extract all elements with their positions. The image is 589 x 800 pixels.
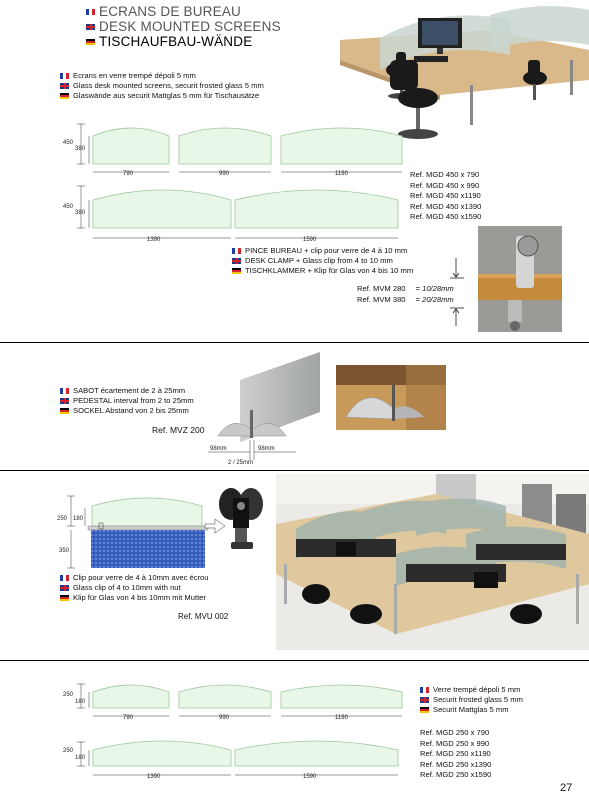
ref-item: Ref. MGD 250 x1590 xyxy=(420,770,492,779)
dim-w1390: 1390 xyxy=(147,237,161,243)
pedestal-ref: Ref. MVZ 200 xyxy=(152,425,205,435)
dim-w1190: 1190 xyxy=(335,715,348,721)
flag-de-icon xyxy=(232,268,241,274)
screens-450-drawing xyxy=(55,118,415,248)
clamp-fr: PINCE BUREAU + clip pour verre de 4 à 10 mm xyxy=(232,246,413,256)
title-uk: DESK MOUNTED SCREENS xyxy=(86,19,281,34)
section3-description xyxy=(60,573,209,604)
ref-item: Ref. MGD 450 x1190 xyxy=(410,191,481,200)
clamp-description xyxy=(232,246,413,277)
dim-h450-a: 450 xyxy=(63,140,74,146)
section-divider xyxy=(0,342,589,343)
flag-de-icon xyxy=(60,93,69,99)
desc-de: Glaswände aus securit Mattglas 5 mm für Tischausätze xyxy=(60,91,264,101)
desc-uk: Glass desk mounted screens, securit frosted glass 5 mm xyxy=(60,81,264,91)
clamp-ref-row: Ref. MVM 280 = 10/28mm xyxy=(357,284,454,293)
section-divider xyxy=(0,660,589,661)
flag-uk-icon xyxy=(86,24,95,30)
dim-w790: 790 xyxy=(123,171,134,177)
ref-item: Ref. MGD 450 x1390 xyxy=(410,201,482,211)
dim-h180: 180 xyxy=(73,516,84,522)
frosted-fr: Verre trempé dépoli 5 mm xyxy=(420,685,523,695)
ref-item: Ref. MGD 450 x1590 xyxy=(410,212,482,221)
screen-1190 xyxy=(281,128,402,164)
flag-fr-icon xyxy=(86,9,95,15)
screen-1390 xyxy=(93,741,231,766)
glass-clip-photo xyxy=(215,484,273,554)
flag-uk-icon xyxy=(420,697,429,703)
pedestal-uk: PEDESTAL interval from 2 to 25mm xyxy=(60,396,194,406)
ref-item: Ref. MGD 250 x 990 xyxy=(420,738,490,748)
screen-1590 xyxy=(235,190,398,228)
flag-fr-icon xyxy=(420,687,429,693)
screen-790 xyxy=(93,685,169,708)
desc-fr: Ecrans en verre trempé dépoli 5 mm xyxy=(60,71,264,81)
dim-w990: 990 xyxy=(219,171,230,177)
section4-description xyxy=(420,685,523,716)
clip-fr: Clip pour verre de 4 à 10mm avec écrou xyxy=(60,573,209,583)
screens-250-drawing xyxy=(55,676,415,786)
flag-fr-icon xyxy=(60,73,69,79)
screen-1390 xyxy=(93,190,231,228)
flag-de-icon xyxy=(420,707,429,713)
ref-item: Ref. MGD 450 x 990 xyxy=(410,180,480,190)
section1-refs xyxy=(410,170,481,223)
screen-990 xyxy=(179,128,271,164)
ref-item: Ref. MGD 250 x1190 xyxy=(420,749,491,758)
frosted-de: Securit Mattglas 5 mm xyxy=(420,705,523,715)
flag-fr-icon xyxy=(60,575,69,581)
dim-gap: 2 / 25mm xyxy=(228,460,254,466)
dim-h180-b: 180 xyxy=(75,755,86,761)
screen-1590 xyxy=(235,741,398,766)
clip-uk: Glass clip of 4 to 10mm with nut xyxy=(60,583,209,593)
dim-h380-b: 380 xyxy=(75,210,86,216)
flag-fr-icon xyxy=(60,388,69,394)
screen-790 xyxy=(93,128,169,164)
flag-de-icon xyxy=(60,595,69,601)
flag-uk-icon xyxy=(60,585,69,591)
flag-uk-icon xyxy=(60,83,69,89)
clamp-uk: DESK CLAMP + Glass clip from 4 to 10 mm xyxy=(232,256,413,266)
dim-h250-a: 250 xyxy=(63,692,74,698)
dim-h250-b: 250 xyxy=(63,748,74,754)
pedestal-photo xyxy=(336,365,446,430)
clip-ref: Ref. MVU 002 xyxy=(178,612,229,621)
pedestal-fr: SABOT écartement de 2 à 25mm xyxy=(60,386,194,396)
screen-1190 xyxy=(281,685,402,708)
dim-w790: 790 xyxy=(123,715,134,721)
dim-h450-b: 450 xyxy=(63,204,74,210)
ref-item: Ref. MGD 250 x 790 xyxy=(420,728,490,737)
clip-de: Klip für Glas von 4 bis 10mm mit Mutter xyxy=(60,593,209,603)
pedestal-de: SOCKEL Abstand von 2 bis 25mm xyxy=(60,406,194,416)
screen-990 xyxy=(179,685,271,708)
section4-refs xyxy=(420,728,491,781)
clamp-de: TISCHKLAMMER + Klip für Glas von 4 bis 10 mm xyxy=(232,266,413,276)
office-workstations-photo xyxy=(276,474,589,650)
clamp-ref-row: Ref. MVM 380 = 20/28mm xyxy=(357,294,454,304)
title-fr: ECRANS DE BUREAU xyxy=(86,4,281,19)
page-number: 27 xyxy=(560,782,573,794)
desk-clamp-photo xyxy=(478,226,562,332)
ref-item: Ref. MGD 450 x 790 xyxy=(410,170,480,179)
flag-uk-icon xyxy=(60,398,69,404)
dim-w1190: 1190 xyxy=(335,171,348,177)
ref-item: Ref. MGD 250 x1390 xyxy=(420,759,492,769)
section1-description xyxy=(60,71,264,102)
dim-w1390: 1390 xyxy=(147,774,161,780)
header-titles xyxy=(86,4,281,49)
dim-h380-a: 380 xyxy=(75,146,86,152)
title-de: TISCHAUFBAU-WÄNDE xyxy=(86,34,281,49)
clamp-refs xyxy=(357,284,454,305)
flag-fr-icon xyxy=(232,248,241,254)
dim-98-left: 98mm xyxy=(210,446,227,452)
section2-description xyxy=(60,386,194,417)
frosted-uk: Securit frosted glass 5 mm xyxy=(420,695,523,705)
dim-h250: 250 xyxy=(57,516,68,522)
dim-w990: 990 xyxy=(219,715,230,721)
flag-uk-icon xyxy=(232,258,241,264)
dim-w1590: 1590 xyxy=(303,774,317,780)
flag-de-icon xyxy=(60,408,69,414)
dim-h350: 350 xyxy=(59,548,70,554)
dim-h180-a: 180 xyxy=(75,699,86,705)
section-divider xyxy=(0,470,589,471)
flag-de-icon xyxy=(86,39,95,45)
dim-w1590: 1590 xyxy=(303,237,317,243)
clamp-height-arrows xyxy=(450,256,478,326)
dim-98-right: 98mm xyxy=(258,446,275,452)
pedestal-drawing xyxy=(200,350,330,470)
